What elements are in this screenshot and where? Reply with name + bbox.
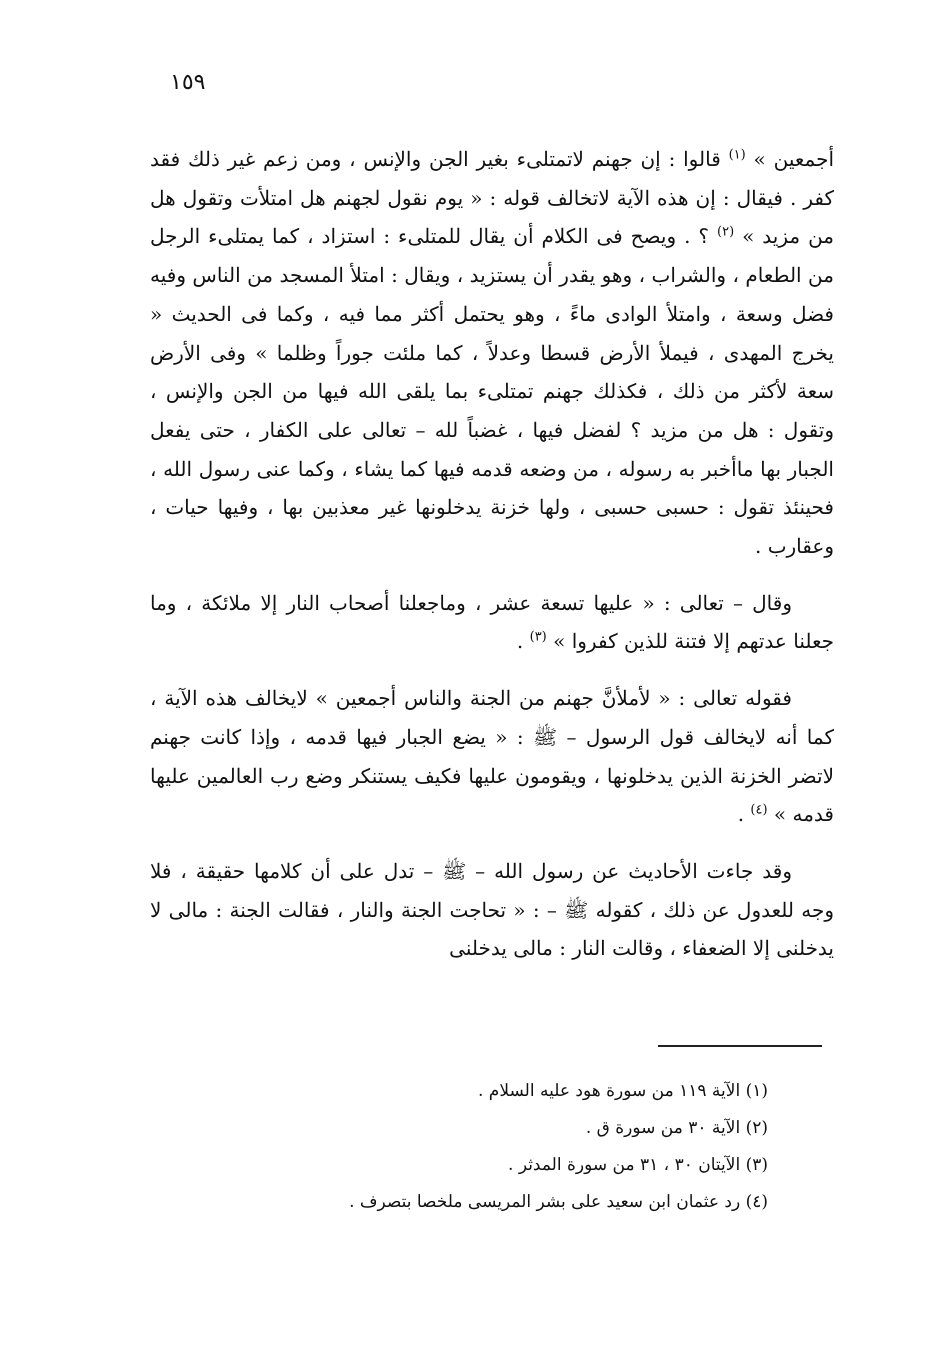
- footnote-item: (١) الآية ١١٩ من سورة هود عليه السلام .: [478, 1081, 768, 1101]
- footnote-ref: (٤): [750, 802, 768, 818]
- paragraph: [150, 140, 834, 566]
- main-text: [150, 140, 834, 986]
- footnote-divider: [658, 1045, 822, 1047]
- footnote-ref: (٢): [717, 224, 735, 240]
- footnote-item: (٣) الآيتان ٣٠ ، ٣١ من سورة المدثر .: [508, 1155, 768, 1175]
- paragraph-text: أجمعين »: [745, 147, 835, 171]
- page-number: ١٥٩: [170, 70, 206, 95]
- footnote-item: (٤) رد عثمان ابن سعيد على بشر المريسى ملخصا بتصرف .: [349, 1192, 768, 1212]
- paragraph-text: .: [516, 629, 530, 654]
- paragraph-text: ؟ . ويصح فى الكلام أن يقال للمتلىء : استزاد ، كما يمتلىء الرجل من الطعام ، والشراب ، وهو يقدر أن يستزيد ، ويقال : امتلأ المسجد من الناس وفيه فضل وسعة ، وامتلأ الوادى ماءً ، وهو يحتمل أكثر مما فيه ، وكما فى الحديث « يخرج المهدى ، فيملأ الأرض قسطا وعدلاً ، كما ملئت جوراً وظلما » وفى الأرض سعة لأكثر من ذلك ، فكذلك جهنم تمتلىء بما يلقى الله فيها من الجن والإنس ، وتقول : هل من مزيد ؟ لفضل فيها ، غضباً لله – تعالى على الكفار ، حتى يفعل الجبار بها ماأخبر به رسوله ، من وضعه قدمه فيها كما يشاء ، وكما عنى رسول الله ، فحينئذ تقول : حسبى حسبى ، ولها خزنة يدخلونها غير معذبين بها ، وفيها حيات ، وعقارب .: [150, 224, 835, 559]
- paragraph: [150, 584, 834, 661]
- paragraph-text: وقال – تعالى : « عليها تسعة عشر ، وماجعلنا أصحاب النار إلا ملائكة ، وما جعلنا عدتهم إلا فتنة للذين كفروا »: [150, 590, 834, 654]
- paragraph-text: قالوا : إن جهنم لاتمتلىء بغير الجن والإنس ، ومن زعم غير ذلك فقد كفر . فيقال : إن هذه الآية لاتخالف قوله : « يوم نقول لجهنم هل امتلأت وتقول هل من مزيد »: [150, 147, 835, 249]
- footnote-item: (٢) الآية ٣٠ من سورة ق .: [585, 1118, 768, 1138]
- paragraph-text: وقد جاءت الأحاديث عن رسول الله – ﷺ – تدل على أن كلامها حقيقة ، فلا وجه للعدول عن ذلك ، كقوله ﷺ – : « تحاجت الجنة والنار ، فقالت الجنة : مالى لا يدخلنى إلا الضعفاء ، وقالت النار : مالى يدخلنى: [150, 858, 834, 961]
- footnotes: [240, 1073, 768, 1221]
- paragraph: [150, 852, 834, 968]
- footnote-ref: (١): [728, 147, 746, 163]
- paragraph-text: .: [737, 802, 751, 827]
- footnote-ref: (٣): [529, 629, 547, 645]
- paragraph: [150, 679, 834, 834]
- paragraph-text: فقوله تعالى : « لأملأنَّ جهنم من الجنة والناس أجمعين » لايخالف هذه الآية ، كما أنه لايخالف قول الرسول – ﷺ : « يضع الجبار فيها قدمه ، وإذا كانت جهنم لاتضر الخزنة الذين يدخلونها ، ويقومون عليها فكيف يستنكر وضع رب العالمين عليها قدمه »: [150, 686, 834, 827]
